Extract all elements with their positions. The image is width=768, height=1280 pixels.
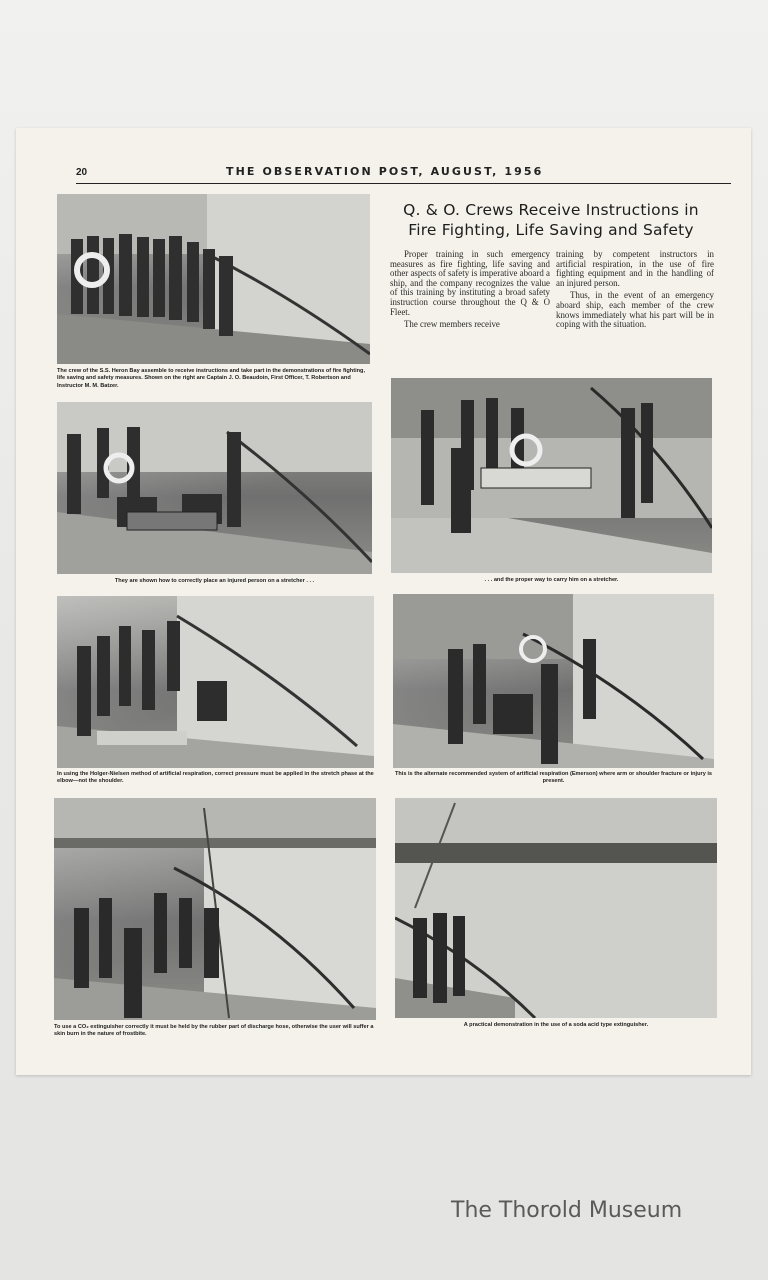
museum-watermark: The Thorold Museum	[451, 1198, 683, 1223]
article-paragraph: Thus, in the event of an emergency aboard ship, each member of the crew knows immediately what his part will be in coping with the situation.	[556, 290, 714, 330]
magazine-page	[16, 128, 751, 1075]
publication-title: THE OBSERVATION POST, AUGUST, 1956	[226, 165, 544, 178]
photo-holger-nielsen	[57, 596, 374, 768]
article-paragraph: training by competent instructors in artificial respiration, in the use of fire fighting equipment and in the handling of an injured person.	[556, 249, 714, 288]
photo-crew-assembled	[57, 194, 370, 364]
photo-co2-extinguisher	[54, 798, 376, 1020]
caption-crew-assembled: The crew of the S.S. Heron Bay assemble to receive instructions and take part in the demonstrations of fire fighting, life saving and safety measures. Shown on the right are Captain J. O. Beaudoin, First Officer, T. Robertson and Instructor M. M. Batzer.	[57, 368, 366, 389]
masthead	[76, 164, 731, 184]
article-column-2	[556, 250, 714, 333]
photo-emerson-method	[393, 594, 714, 768]
article-headline: Q. & O. Crews Receive Instructions in Fire Fighting, Life Saving and Safety	[403, 201, 699, 239]
caption-carrying-stretcher: . . . and the proper way to carry him on a stretcher.	[484, 577, 619, 583]
caption-emerson-method: This is the alternate recommended system of artificial respiration (Emerson) where arm or shoulder fracture or injury is present.	[394, 771, 713, 785]
photo-placing-stretcher	[57, 402, 372, 574]
photo-soda-acid-extinguisher	[395, 798, 717, 1018]
caption-holger-nielsen: In using the Holger-Nielsen method of artificial respiration, correct pressure must be applied in the stretch phase at the elbow—not the shoulder.	[57, 771, 374, 785]
caption-co2-extinguisher: To use a CO₂ extinguisher correctly it must be held by the rubber part of discharge hose, otherwise the user will suffer a skin burn in the nature of frostbite.	[54, 1024, 374, 1038]
article-paragraph: The crew members receive	[404, 319, 500, 330]
caption-placing-stretcher: They are shown how to correctly place an injured person on a stretcher . . .	[114, 578, 315, 584]
article-paragraph: Proper training in such emergency measures as fire fighting, life saving and other aspects of safety is imperative aboard a ship, and the company recognizes the value of this training by instituting a broad safety instruction course throughout the Q & O Fleet.	[390, 249, 550, 317]
article-column-1	[390, 250, 550, 333]
photo-carrying-stretcher	[391, 378, 712, 573]
page-number: 20	[76, 167, 88, 178]
caption-soda-acid-extinguisher: A practical demonstration in the use of a soda acid type extinguisher.	[463, 1022, 649, 1028]
